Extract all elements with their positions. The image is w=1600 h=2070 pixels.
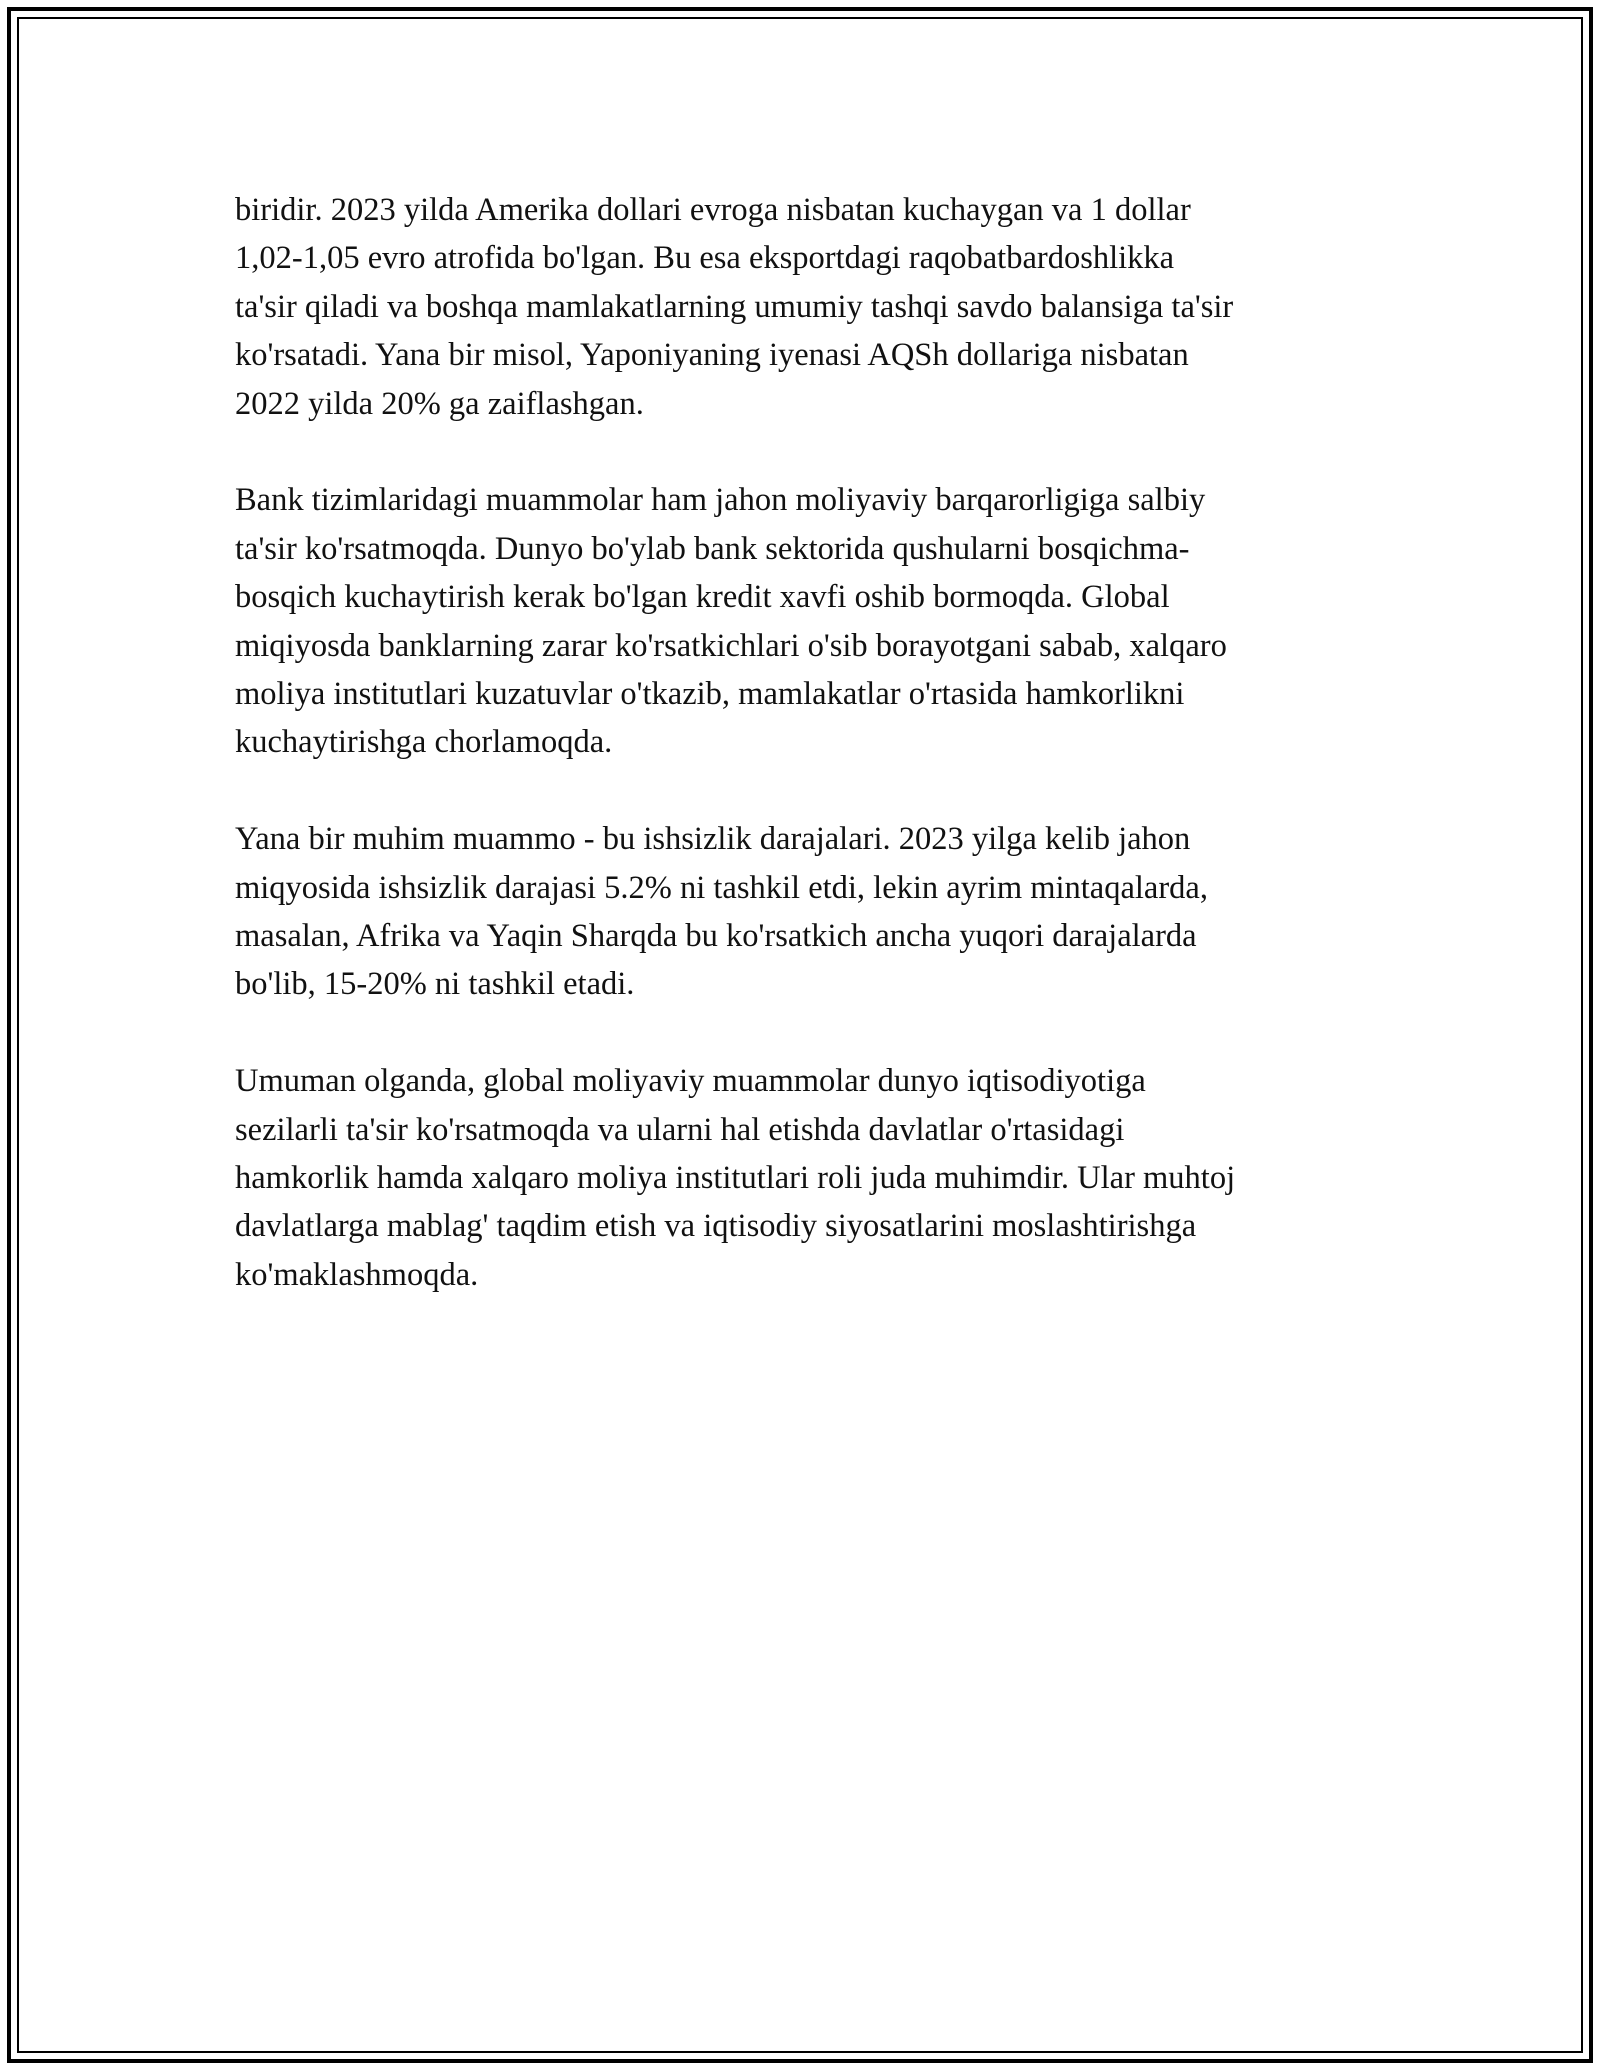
paragraph-exchange-rates: biridir. 2023 yilda Amerika dollari evroga nisbatan kuchaygan va 1 dollar 1,02-1,05 evro atrofida bo'lgan. Bu esa eksportdagi raqobatbardoshlikka ta'sir qiladi va boshqa mamlakatlarning umumiy tashqi savdo balansiga ta'sir ko'rsatadi. Yana bir misol, Yaponiyaning iyenasi AQSh dollariga nisbatan 2022 yilda 20% ga zaiflashgan. xyxy=(235,192,1234,422)
paragraph-conclusion: Umuman olganda, global moliyaviy muammolar dunyo iqtisodiyotiga sezilarli ta'sir ko'rsatmoqda va ularni hal etishda davlatlar o'rtasidagi hamkorlik hamda xalqaro moliya institutlari roli juda muhimdir. Ular muhtoj davlatlarga mablag' taqdim etish va iqtisodiy siyosatlarini moslashtirishga ko'maklashmoqda. xyxy=(235,1063,1236,1293)
paragraph-unemployment: Yana bir muhim muammo - bu ishsizlik darajalari. 2023 yilga kelib jahon miqyosida ishsizlik darajasi 5.2% ni tashkil etdi, lekin ayrim mintaqalarda, masalan, Afrika va Yaqin Sharqda bu ko'rsatkich ancha yuqori darajalarda bo'lib, 15-20% ni tashkil etadi. xyxy=(235,821,1208,1003)
paragraph-banking-problems: Bank tizimlaridagi muammolar ham jahon moliyaviy barqarorligiga salbiy ta'sir ko'rsatmoqda. Dunyo bo'ylab bank sektorida qushularni bosqichma- bosqich kuchaytirish kerak bo'lgan kredit xavfi oshib bormoqda. Global miqiyosda banklarning zarar ko'rsatkichlari o'sib borayotgani sabab, xalqaro moliya institutlari kuzatuvlar o'tkazib, mamlakatlar o'rtasida hamkorlikni kuchaytirishga chorlamoqda. xyxy=(235,482,1227,761)
document-body xyxy=(235,186,1385,1348)
